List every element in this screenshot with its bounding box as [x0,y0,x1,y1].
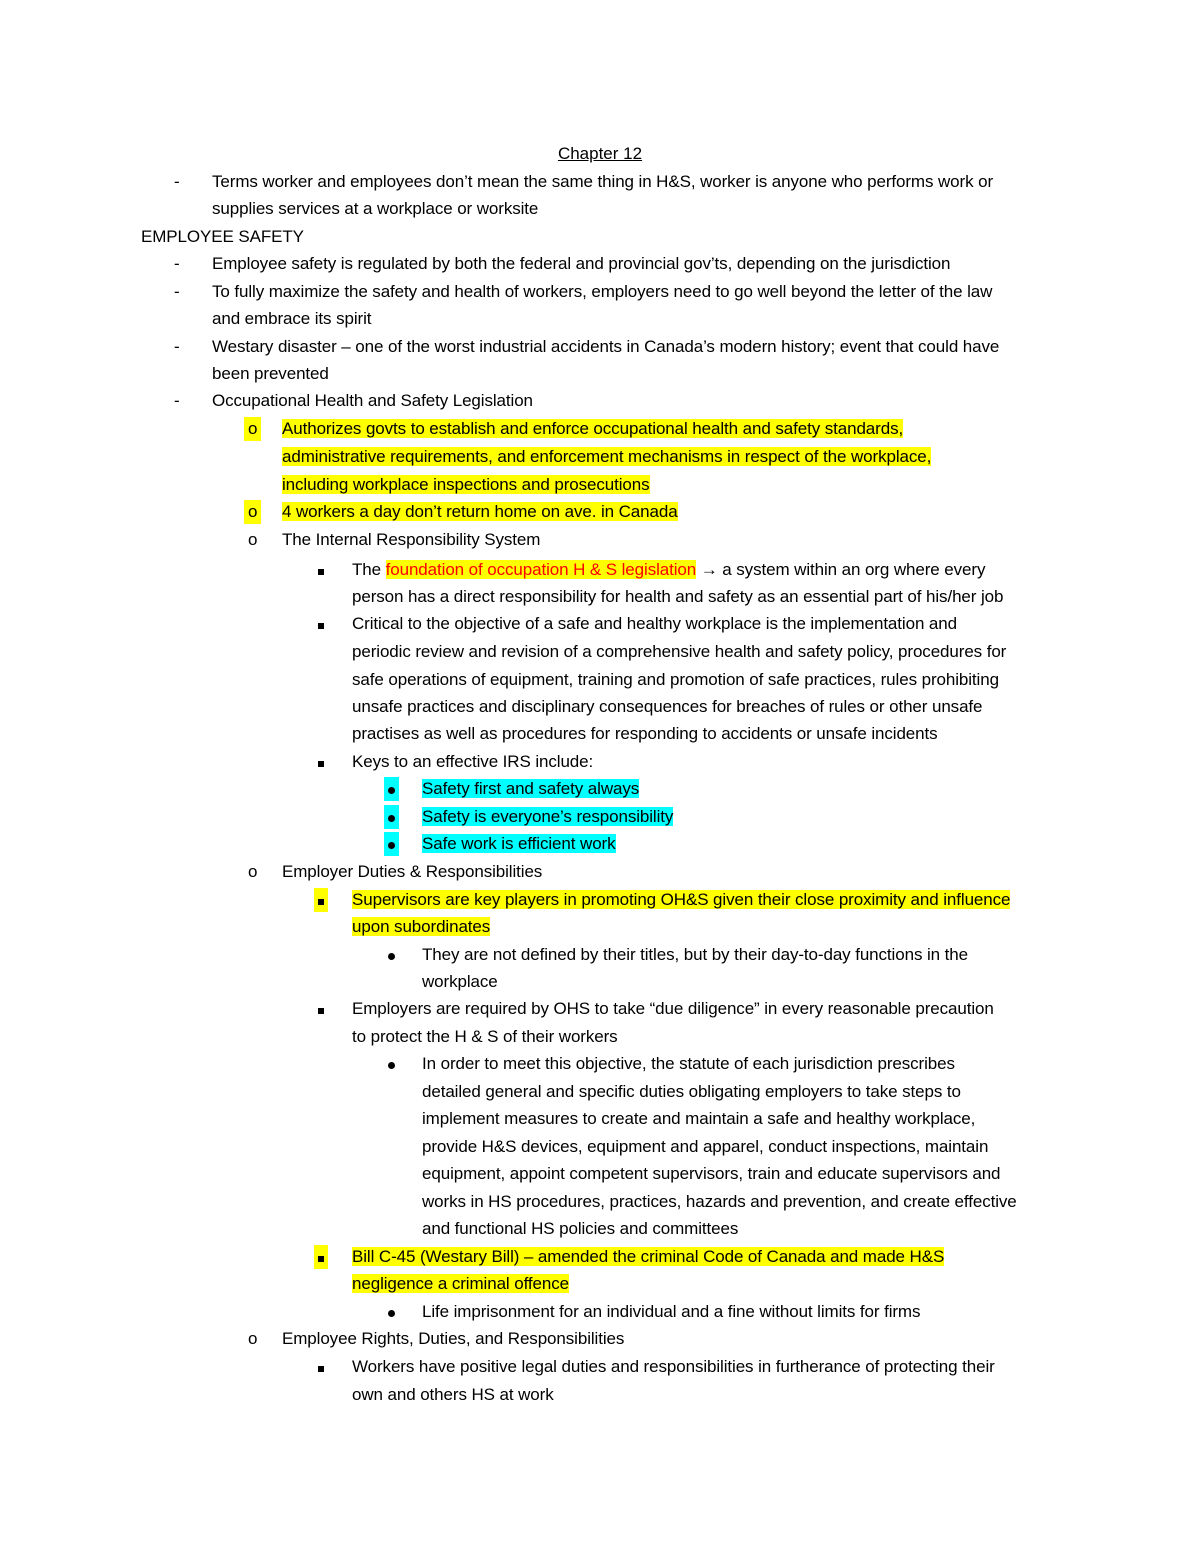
highlight-span: including workplace inspections and prosecutions [282,475,650,494]
highlight-span: Safety is everyone’s responsibility [422,807,674,826]
bullet-text: safe operations of equipment, training and promotion of safe practices, rules prohibiting [352,670,999,689]
highlighted-text [422,777,639,801]
circle-bullet: o [244,417,261,441]
square-bullet-icon [318,750,324,774]
bullet-text: practises as well as procedures for responding to accidents or unsafe incidents [352,724,938,743]
highlight-span: upon subordinates [352,917,491,936]
highlighted-text [282,417,903,441]
bullet-text: Critical to the objective of a safe and healthy workplace is the implementation and [352,614,957,633]
highlighted-text [352,1245,944,1269]
circle-bullet: o [248,1329,258,1348]
highlighted-text [422,805,673,829]
highlight-span: Supervisors are key players in promoting OH&S given their close proximity and influence [352,890,1011,909]
square-bullet-icon [318,612,324,636]
dash-bullet: - [174,172,180,191]
bullet-text: detailed general and specific duties obligating employers to take steps to [422,1082,961,1101]
square-bullet-icon [314,1245,328,1269]
round-bullet-icon [388,1300,395,1324]
section-heading: EMPLOYEE SAFETY [141,227,304,246]
highlighted-text [422,832,616,856]
bullet-text: The Internal Responsibility System [282,530,541,549]
circle-bullet: o [248,862,258,881]
bullet-text: implement measures to create and maintain a safe and healthy workplace, [422,1109,976,1128]
dash-bullet: - [174,391,180,410]
dash-bullet: - [174,337,180,356]
bullet-text: supplies services at a workplace or worksite [212,199,539,218]
bullet-text: unsafe practices and disciplinary consequences for breaches of rules or other unsafe [352,697,983,716]
bullet-text: periodic review and revision of a comprehensive health and safety policy, procedures for [352,642,1007,661]
highlighted-text [352,1272,569,1296]
highlighted-text [282,473,650,497]
square-bullet-icon [318,1355,324,1379]
bullet-text: equipment, appoint competent supervisors, train and educate supervisors and [422,1164,1001,1183]
red-highlighted-phrase: foundation of occupation H & S legislation [385,560,697,579]
circle-bullet: o [244,500,261,524]
bullet-text: In order to meet this objective, the statute of each jurisdiction prescribes [422,1054,955,1073]
text-segment: a system within an org where every [722,560,986,579]
highlight-span: negligence a criminal offence [352,1274,569,1293]
bullet-text: Occupational Health and Safety Legislation [212,391,533,410]
bullet-text: They are not defined by their titles, but by their day-to-day functions in the [422,945,968,964]
highlight-span: Authorizes govts to establish and enforce occupational health and safety standards, [282,419,904,438]
dash-bullet: - [174,282,180,301]
bullet-text: Employers are required by OHS to take “due diligence” in every reasonable precaution [352,999,994,1018]
bullet-text: Employee safety is regulated by both the federal and provincial gov’ts, depending on the jurisdiction [212,254,951,273]
bullet-text: workplace [422,972,498,991]
square-bullet-icon [318,997,324,1021]
bullet-text: Employer Duties & Responsibilities [282,862,543,881]
highlight-span: Safety first and safety always [422,779,640,798]
arrow-icon: → [696,560,723,579]
bullet-text: Keys to an effective IRS include: [352,752,594,771]
round-bullet-icon [384,832,399,856]
highlighted-text [352,888,1010,912]
square-bullet-icon [314,888,328,912]
highlight-span: Bill C-45 (Westary Bill) – amended the criminal Code of Canada and made H&S [352,1247,945,1266]
round-bullet-icon [388,943,395,967]
bullet-text: works in HS procedures, practices, hazards and prevention, and create effective [422,1192,1017,1211]
round-bullet-icon [384,777,399,801]
bullet-text: Terms worker and employees don’t mean the same thing in H&S, worker is anyone who performs work or [212,172,994,191]
bullet-text: Life imprisonment for an individual and a fine without limits for firms [422,1302,921,1321]
highlighted-text [282,500,678,524]
square-bullet-icon [318,558,324,582]
bullet-text [352,558,985,582]
bullet-text: and functional HS policies and committees [422,1219,739,1238]
round-bullet-icon [384,805,399,829]
dash-bullet: - [174,254,180,273]
highlight-span: administrative requirements, and enforcement mechanisms in respect of the workplace, [282,447,932,466]
page-title: Chapter 12 [557,144,643,163]
bullet-text: been prevented [212,364,329,383]
bullet-text: Workers have positive legal duties and responsibilities in furtherance of protecting their [352,1357,995,1376]
circle-bullet: o [248,530,258,549]
bullet-text: To fully maximize the safety and health of workers, employers need to go well beyond the letter of the law [212,282,993,301]
highlighted-text [352,915,490,939]
round-bullet-icon [388,1052,395,1076]
bullet-text: provide H&S devices, equipment and apparel, conduct inspections, maintain [422,1137,989,1156]
bullet-text: Westary disaster – one of the worst industrial accidents in Canada’s modern history; event that could have [212,337,1000,356]
text-segment: The [352,560,386,579]
bullet-text: and embrace its spirit [212,309,372,328]
bullet-text: person has a direct responsibility for health and safety as an essential part of his/her job [352,587,1004,606]
bullet-text: to protect the H & S of their workers [352,1027,618,1046]
bullet-text: Employee Rights, Duties, and Responsibilities [282,1329,625,1348]
highlight-span: 4 workers a day don’t return home on ave. in Canada [282,502,678,521]
highlight-span: Safe work is efficient work [422,834,616,853]
bullet-text: own and others HS at work [352,1385,554,1404]
highlighted-text [282,445,931,469]
